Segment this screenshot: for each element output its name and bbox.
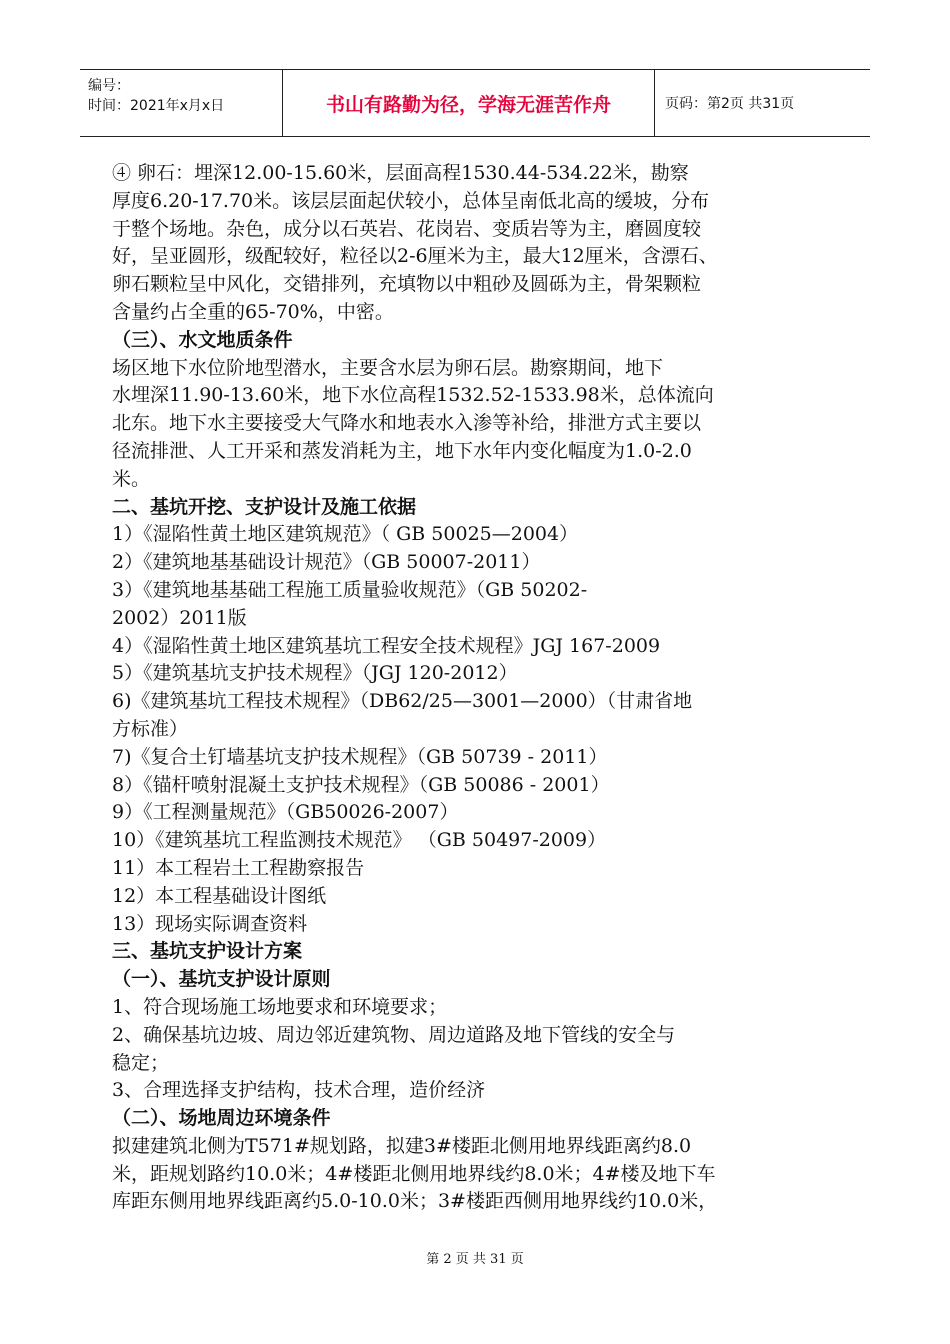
number-label: 编号： bbox=[88, 78, 130, 94]
text-line: 卵石颗粒呈中风化，交错排列，充填物以中粗砂及圆砾为主，骨架颗粒 bbox=[112, 273, 702, 296]
reference-item: 1）《湿陷性黄土地区建筑规范》（ GB 50025—2004） bbox=[112, 523, 579, 546]
reference-item: 2）《建筑地基基础设计规范》（GB 50007-2011） bbox=[112, 551, 541, 574]
text-line: 稳定； bbox=[112, 1051, 170, 1074]
time-label: 时间：2021年x月x日 bbox=[88, 98, 225, 114]
reference-item: 4）《湿陷性黄土地区建筑基坑工程安全技术规程》JGJ 167-2009 bbox=[112, 634, 661, 657]
page-header bbox=[80, 69, 870, 137]
header-left-cell bbox=[80, 70, 283, 136]
text-line: 好，呈亚圆形，级配较好，粒径以2-6厘米为主，最大12厘米，含漂石、 bbox=[112, 245, 718, 268]
section-heading: 三、基坑支护设计方案 bbox=[112, 940, 303, 963]
reference-item: 11）本工程岩土工程勘察报告 bbox=[112, 856, 365, 879]
text-line: 径流排泄、人工开采和蒸发消耗为主，地下水年内变化幅度为1.0-2.0 bbox=[112, 439, 692, 462]
reference-item: 5）《建筑基坑支护技术规程》（JGJ 120-2012） bbox=[112, 662, 518, 685]
text-line: 含量约占全重的65-70%，中密。 bbox=[112, 300, 394, 323]
text-line: 库距东侧用地界线距离约5.0-10.0米；3#楼距西侧用地界线约10.0米， bbox=[112, 1190, 718, 1213]
text-line: 北东。地下水主要接受大气降水和地表水入渗等补给，排泄方式主要以 bbox=[112, 412, 702, 435]
reference-item: 10）《建筑基坑工程监测技术规范》 （GB 50497-2009） bbox=[112, 829, 607, 852]
reference-item: 7)《复合土钉墙基坑支护技术规程》（GB 50739 - 2011） bbox=[112, 745, 608, 768]
text-line: 1、符合现场施工场地要求和环境要求； bbox=[112, 995, 448, 1018]
text-line: 米。 bbox=[112, 467, 151, 490]
subsection-heading: （一）、基坑支护设计原则 bbox=[112, 968, 331, 991]
text-line: 3、合理选择支护结构，技术合理，造价经济 bbox=[112, 1079, 486, 1102]
text-line: 水埋深11.90-13.60米，地下水位高程1532.52-1533.98米，总体流向 bbox=[112, 384, 714, 407]
reference-item: 8）《锚杆喷射混凝土支护技术规程》（GB 50086 - 2001） bbox=[112, 773, 610, 796]
text-line: 2、确保基坑边坡、周边邻近建筑物、周边道路及地下管线的安全与 bbox=[112, 1023, 676, 1046]
page-info: 页码：第2页 共31页 bbox=[665, 96, 795, 112]
text-line: 于整个场地。杂色，成分以石英岩、花岗岩、变质岩等为主，磨圆度较 bbox=[112, 217, 702, 240]
reference-item: 2002）2011版 bbox=[112, 606, 247, 629]
motto: 书山有路勤为径，学海无涯苦作舟 bbox=[283, 70, 655, 136]
text-line: ④ 卵石：埋深12.00-15.60米，层面高程1530.44-534.22米，勘察 bbox=[112, 162, 689, 184]
subsection-heading: （三）、水文地质条件 bbox=[112, 328, 293, 351]
text-line: 米，距规划路约10.0米；4#楼距北侧用地界线约8.0米；4#楼及地下车 bbox=[112, 1162, 716, 1185]
section-heading: 二、基坑开挖、支护设计及施工依据 bbox=[112, 495, 417, 518]
reference-item: 6)《建筑基坑工程技术规程》（DB62/25—3001—2000）（甘肃省地 bbox=[112, 690, 693, 713]
reference-item: 3）《建筑地基基础工程施工质量验收规范》（GB 50202- bbox=[112, 578, 588, 601]
subsection-heading: （二）、场地周边环境条件 bbox=[112, 1107, 331, 1130]
text-line: 厚度6.20-17.70米。该层层面起伏较小，总体呈南低北高的缓坡，分布 bbox=[112, 189, 710, 212]
page-footer: 第 2 页 共 31 页 bbox=[426, 1252, 524, 1267]
reference-item: 12）本工程基础设计图纸 bbox=[112, 884, 327, 907]
reference-item: 9）《工程测量规范》（GB50026-2007） bbox=[112, 801, 459, 824]
reference-item: 方标准） bbox=[112, 717, 189, 740]
text-line: 场区地下水位阶地型潜水，主要含水层为卵石层。勘察期间，地下 bbox=[112, 356, 664, 379]
reference-item: 13）现场实际调查资料 bbox=[112, 912, 308, 935]
text-line: 拟建建筑北侧为T571#规划路，拟建3#楼距北侧用地界线距离约8.0 bbox=[112, 1134, 692, 1157]
document-body bbox=[112, 160, 840, 1216]
